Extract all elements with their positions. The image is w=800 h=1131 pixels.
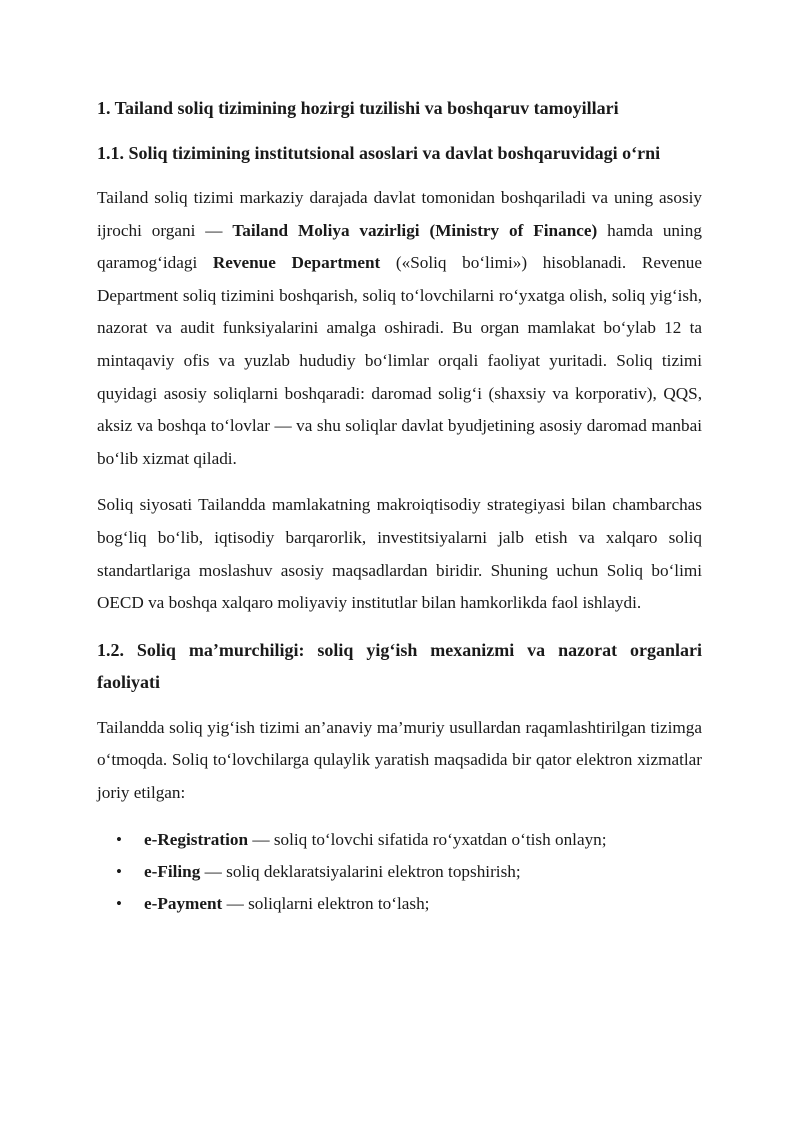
list-item-e-filing — [97, 856, 702, 888]
list-item-e-payment — [97, 888, 702, 920]
list-item-term: e-Registration — [144, 829, 249, 849]
bullet-icon: • — [116, 861, 122, 881]
list-item-e-registration — [97, 824, 702, 856]
paragraph-text: hamda uning qaramog‘idagi — [97, 220, 702, 273]
bullet-icon: • — [116, 829, 122, 849]
list-item-description: — soliqlarni elektron to‘lash; — [222, 893, 430, 913]
document-page — [97, 92, 702, 920]
section-heading-1: 1. Tailand soliq tizimining hozirgi tuzilishi va boshqaruv tamoyillari — [97, 98, 619, 118]
paragraph-text: («Soliq bo‘limi») hisoblanadi. Revenue Department soliq tizimini boshqarish, soliq to‘lovchilarni ro‘yxatga olish, soliq yig‘ish, nazorat va audit funksiyalarini amalga oshiradi. Bu organ mamlakat bo‘ylab 12 ta mintaqaviy ofis va yuzlab hududiy bo‘limlar orqali faoliyat yuritadi. Soliq tizimi quyidagi asosiy soliqlarni boshqaradi: daromad solig‘i (shaxsiy va korporativ), QQS, aksiz va boshqa to‘lovlar — va shu soliqlar davlat byudjetining asosiy daromad manbai bo‘lib xizmat qiladi. — [97, 253, 702, 468]
bullet-icon: • — [116, 893, 122, 913]
paragraph-text: Tailand soliq tizimi markaziy darajada davlat tomonidan boshqariladi va uning asosiy ijrochi organi — — [97, 188, 702, 240]
e-services-list — [97, 824, 702, 920]
subsection-heading-1-1: 1.1. Soliq tizimining institutsional asoslari va davlat boshqaruvidagi o‘rni — [97, 143, 661, 163]
paragraph-institutional-basis — [97, 182, 702, 475]
ministry-of-finance-term: Tailand Moliya vazirligi (Ministry of Finance) — [232, 220, 598, 240]
list-item-description: — soliq to‘lovchi sifatida ro‘yxatdan o‘tish onlayn; — [248, 829, 607, 849]
list-item-term: e-Payment — [144, 893, 223, 913]
revenue-department-term: Revenue Department — [212, 253, 381, 273]
paragraph-tax-administration: Tailandda soliq yig‘ish tizimi an’anaviy ma’muriy usullardan raqamlashtirilgan tizimga o‘tmoqda. Soliq to‘lovchilarga qulaylik yaratish maqsadida bir qator elektron xizmatlar joriy etilgan: — [97, 717, 702, 802]
paragraph-tax-policy: Soliq siyosati Tailandda mamlakatning makroiqtisodiy strategiyasi bilan chambarchas bog‘liq bo‘lib, iqtisodiy barqarorlik, investitsiyalarni jalb etish va xalqaro soliq standartlariga moslashuv asosiy maqsadlardan biridir. Shuning uchun Soliq bo‘limi OECD va boshqa xalqaro moliyaviy institutlar bilan hamkorlikda faol ishlaydi. — [97, 495, 702, 613]
subsection-heading-1-2: 1.2. Soliq ma’murchiligi: soliq yig‘ish mexanizmi va nazorat organlari faoliyati — [97, 639, 702, 692]
list-item-term: e-Filing — [144, 861, 201, 881]
list-item-description: — soliq deklaratsiyalarini elektron topshirish; — [200, 861, 521, 881]
